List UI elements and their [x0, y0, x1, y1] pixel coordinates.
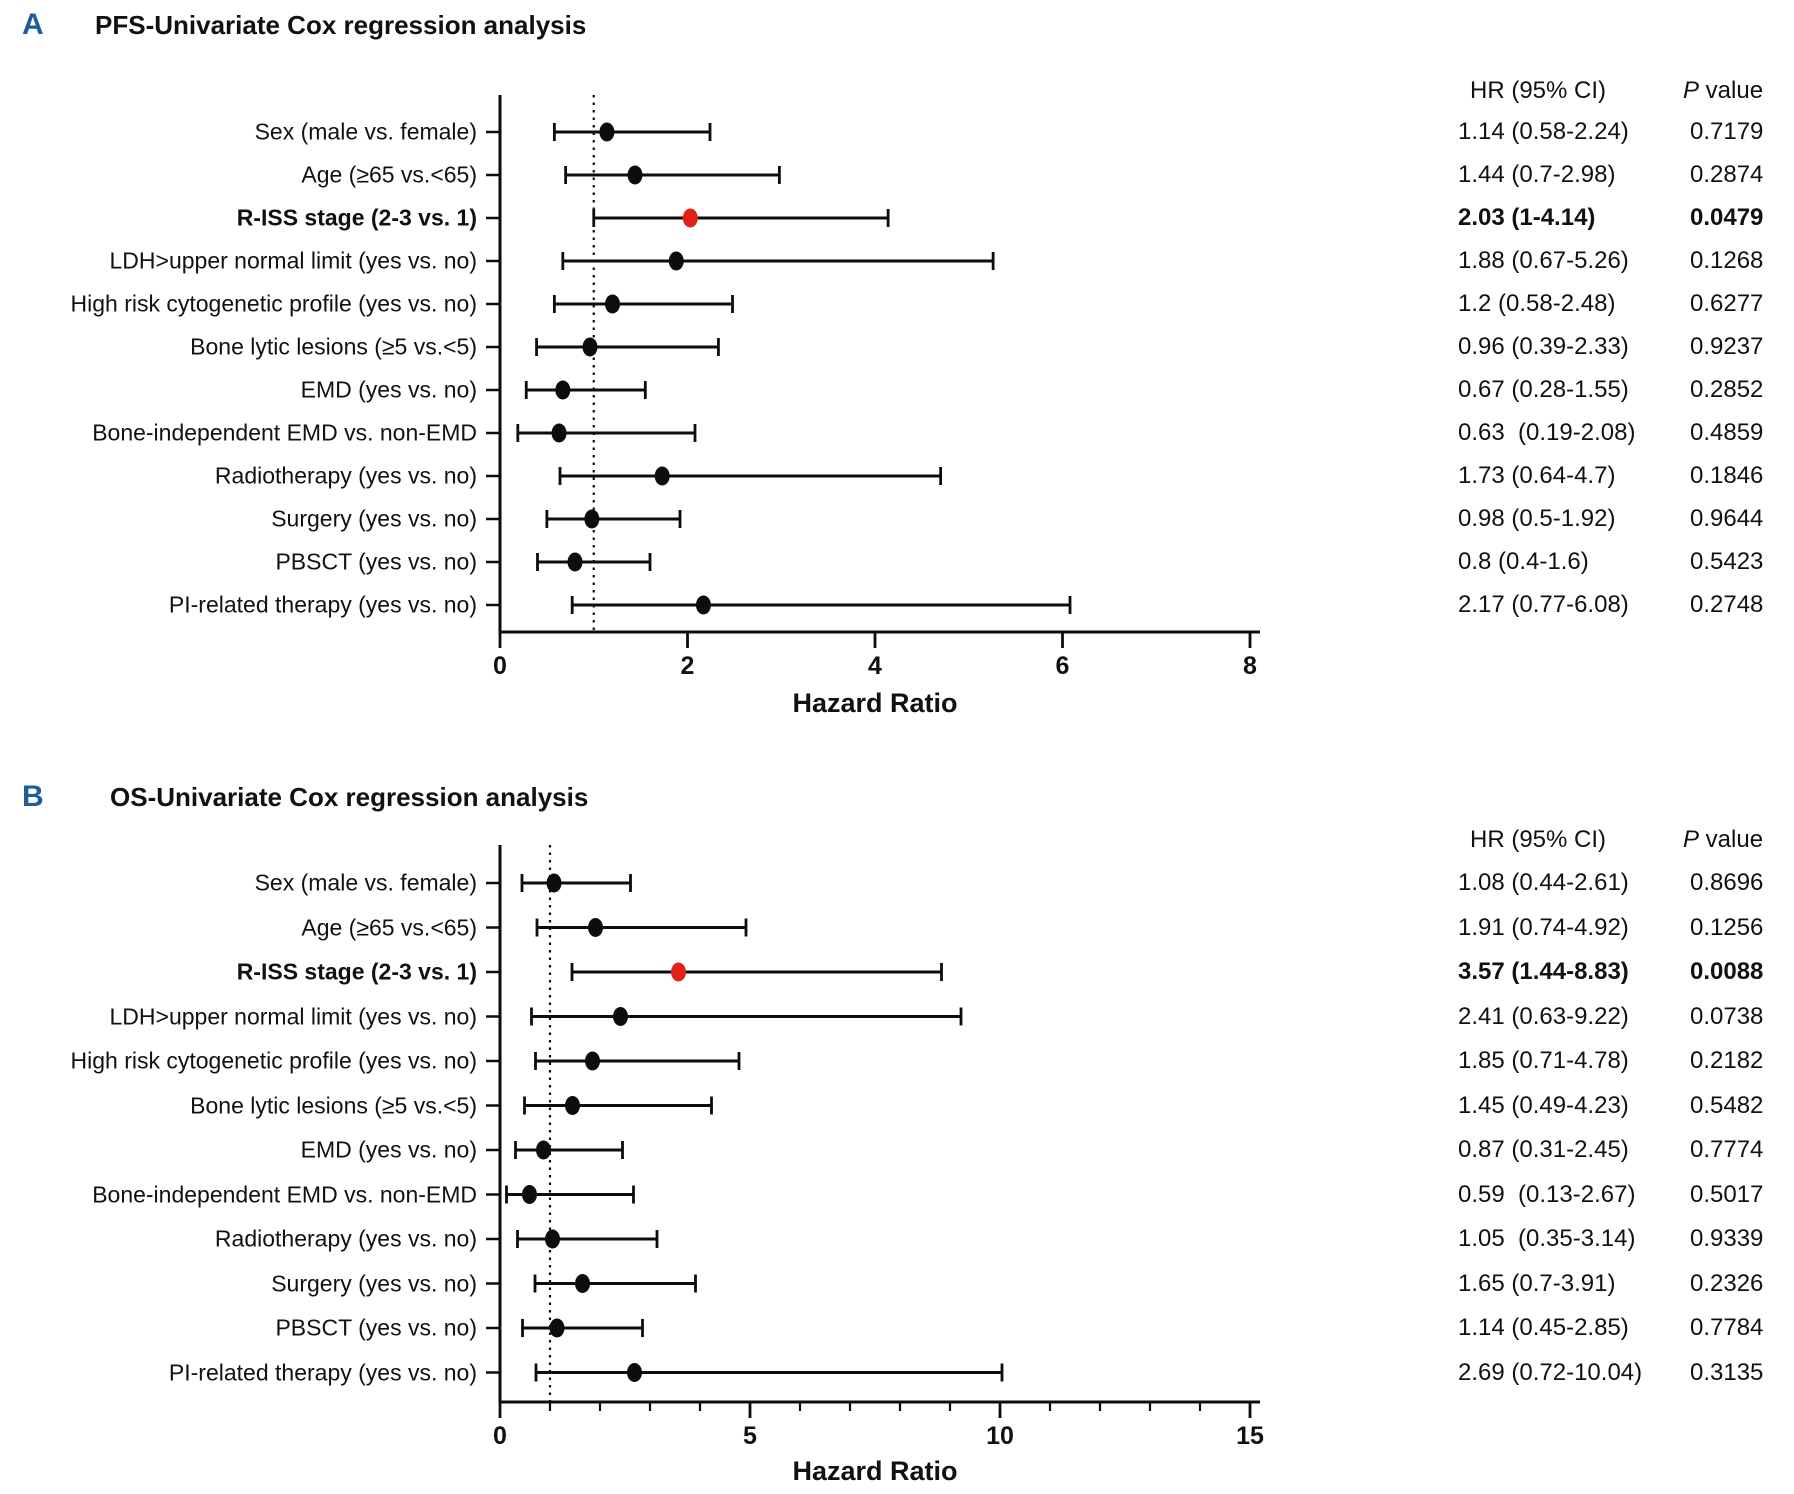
- panel-a-hr-marker: [628, 166, 643, 185]
- panel-b-x-tick-label: 0: [493, 1422, 507, 1450]
- panel-a-hr-column-header: HR (95% CI): [1470, 77, 1607, 104]
- panel-a-p-value: 0.2852: [1690, 376, 1764, 403]
- panel-b-p-value: 0.7784: [1690, 1314, 1764, 1341]
- panel-b-hr-marker: [588, 918, 603, 937]
- panel-b-row-label: PI-related therapy (yes vs. no): [168, 1359, 477, 1385]
- panel-b-hr-value: 0.87 (0.31-2.45): [1458, 1136, 1629, 1163]
- panel-b-p-value: 0.8696: [1690, 869, 1764, 896]
- panel-b-p-value: 0.2182: [1690, 1047, 1764, 1074]
- panel-a-hr-value: 1.44 (0.7-2.98): [1458, 161, 1616, 188]
- panel-b-hr-marker: [565, 1096, 580, 1115]
- panel-b-row-label: EMD (yes vs. no): [300, 1136, 477, 1163]
- panel-a-hr-value: 0.98 (0.5-1.92): [1458, 505, 1616, 532]
- panel-a-p-value: 0.4859: [1690, 419, 1764, 446]
- panel-a-hr-marker: [583, 338, 598, 357]
- panel-a-title: PFS-Univariate Cox regression analysis: [95, 10, 587, 40]
- panel-b-hr-marker: [522, 1185, 537, 1204]
- panel-b-p-value: 0.5017: [1690, 1180, 1764, 1208]
- panel-a-p-column-header: [1683, 77, 1763, 105]
- panel-a-p-value: 0.1268: [1690, 247, 1764, 274]
- panel-a-p-value: 0.2748: [1690, 591, 1764, 618]
- panel-b-hr-value: 1.91 (0.74-4.92): [1458, 913, 1629, 941]
- panel-a-hr-value: 1.14 (0.58-2.24): [1458, 118, 1629, 145]
- panel-a-row-label: Surgery (yes vs. no): [271, 505, 477, 532]
- panel-b-p-column-header: [1683, 826, 1763, 854]
- panel-b-row-label: Surgery (yes vs. no): [271, 1270, 477, 1296]
- panel-a-row-label: Sex (male vs. female): [254, 118, 477, 145]
- panel-a-hr-value: 1.88 (0.67-5.26): [1458, 247, 1629, 274]
- panel-b-hr-marker: [545, 1230, 560, 1249]
- panel-a-hr-marker: [696, 596, 711, 615]
- panel-b-row-label: High risk cytogenetic profile (yes vs. no): [70, 1047, 477, 1074]
- panel-a-row-label: High risk cytogenetic profile (yes vs. no): [70, 290, 477, 317]
- panel-b-hr-marker: [536, 1141, 551, 1160]
- panel-a-p-value: 0.9237: [1690, 333, 1764, 360]
- panel-a-row-label: R-ISS stage (2-3 vs. 1): [236, 204, 477, 231]
- panel-a-x-tick-label: 4: [868, 652, 882, 680]
- panel-a-hr-marker: [568, 553, 583, 572]
- panel-a-row-label: Bone-independent EMD vs. non-EMD: [92, 419, 477, 446]
- panel-a-hr-value: 2.03 (1-4.14): [1458, 204, 1596, 231]
- panel-a-p-value: 0.9644: [1690, 505, 1764, 532]
- panel-b-p-value: 0.0088: [1690, 958, 1764, 985]
- panel-a-hr-marker: [584, 510, 599, 529]
- panel-a-hr-value: 0.8 (0.4-1.6): [1458, 548, 1589, 575]
- panel-b-hr-value: 1.45 (0.49-4.23): [1458, 1091, 1629, 1119]
- panel-a-p-value: 0.7179: [1690, 118, 1764, 145]
- panel-a-row-label: LDH>upper normal limit (yes vs. no): [109, 247, 477, 274]
- panel-a-letter: A: [22, 8, 44, 41]
- panel-b-row-label: Age (≥65 vs.<65): [301, 914, 477, 940]
- panel-a-p-value: 0.1846: [1690, 462, 1764, 489]
- panel-a-row-label: PBSCT (yes vs. no): [275, 548, 477, 575]
- panel-b-p-value: 0.5482: [1690, 1091, 1764, 1119]
- panel-b-title: OS-Univariate Cox regression analysis: [110, 782, 589, 812]
- panel-b-hr-column-header: HR (95% CI): [1470, 826, 1607, 853]
- panel-b-hr-value: 2.69 (0.72-10.04): [1458, 1358, 1643, 1386]
- panel-a-hr-marker: [683, 209, 698, 228]
- panel-a-hr-marker: [669, 252, 684, 271]
- panel-a-hr-marker: [555, 381, 570, 400]
- panel-b-row-label: LDH>upper normal limit (yes vs. no): [109, 1003, 477, 1029]
- panel-b-row-label: PBSCT (yes vs. no): [275, 1314, 477, 1341]
- panel-a-x-tick-label: 8: [1243, 652, 1257, 680]
- panel-b-hr-value: 3.57 (1.44-8.83): [1458, 958, 1629, 985]
- panel-a-hr-marker: [599, 123, 614, 142]
- panel-a-p-value: 0.5423: [1690, 548, 1764, 575]
- panel-b-hr-value: 1.85 (0.71-4.78): [1458, 1047, 1629, 1074]
- panel-b-p-value: 0.0738: [1690, 1002, 1764, 1030]
- panel-a-p-rest: value: [1699, 77, 1764, 104]
- panel-b-p-value: 0.1256: [1690, 913, 1764, 941]
- panel-a-row-label: EMD (yes vs. no): [300, 376, 477, 403]
- panel-b-hr-value: 1.05 (0.35-3.14): [1458, 1225, 1636, 1252]
- panel-b-hr-value: 1.14 (0.45-2.85): [1458, 1314, 1629, 1341]
- panel-b-hr-value: 0.59 (0.13-2.67): [1458, 1180, 1636, 1208]
- panel-b-p-italic: P: [1683, 826, 1700, 853]
- panel-a-x-tick-label: 0: [493, 652, 507, 680]
- panel-b-x-tick-label: 15: [1236, 1422, 1264, 1450]
- panel-b-hr-marker: [547, 874, 562, 893]
- panel-b-x-axis-title: Hazard Ratio: [792, 1456, 958, 1486]
- panel-b-hr-marker: [627, 1363, 642, 1382]
- panel-a-hr-value: 1.73 (0.64-4.7): [1458, 462, 1616, 489]
- panel-b-p-rest: value: [1699, 826, 1764, 853]
- panel-a-p-italic: P: [1683, 77, 1700, 104]
- panel-b-hr-marker: [575, 1274, 590, 1293]
- panel-b-hr-value: 1.08 (0.44-2.61): [1458, 869, 1629, 896]
- panel-b-hr-value: 1.65 (0.7-3.91): [1458, 1269, 1616, 1297]
- panel-a-hr-value: 0.63 (0.19-2.08): [1458, 419, 1636, 446]
- panel-a-row-label: Bone lytic lesions (≥5 vs.<5): [190, 333, 477, 360]
- panel-a-row-label: Radiotherapy (yes vs. no): [214, 462, 477, 489]
- panel-b-hr-marker: [550, 1319, 565, 1338]
- panel-a-x-tick-label: 6: [1055, 652, 1070, 680]
- panel-b-p-value: 0.7774: [1690, 1136, 1764, 1163]
- panel-a-row-label: Age (≥65 vs.<65): [301, 161, 477, 188]
- panel-b-row-label: Radiotherapy (yes vs. no): [214, 1225, 477, 1252]
- panel-b-row-label: Bone lytic lesions (≥5 vs.<5): [190, 1092, 477, 1118]
- panel-a-p-value: 0.2874: [1690, 161, 1764, 188]
- panel-b-p-value: 0.2326: [1690, 1269, 1764, 1297]
- panel-b-hr-marker: [585, 1052, 600, 1071]
- panel-b-row-label: Sex (male vs. female): [254, 869, 477, 896]
- panel-b-p-value: 0.9339: [1690, 1225, 1764, 1252]
- panel-b-x-tick-label: 5: [743, 1422, 757, 1450]
- panel-b-x-tick-label: 10: [986, 1422, 1014, 1450]
- panel-a-hr-value: 2.17 (0.77-6.08): [1458, 591, 1629, 618]
- panel-a-x-axis-title: Hazard Ratio: [792, 688, 958, 718]
- panel-a-x-tick-label: 2: [680, 652, 695, 680]
- panel-a-p-value: 0.6277: [1690, 290, 1764, 317]
- panel-a-row-label: PI-related therapy (yes vs. no): [168, 591, 477, 618]
- panel-a-hr-marker: [605, 295, 620, 314]
- panel-b-p-value: 0.3135: [1690, 1358, 1764, 1386]
- panel-a-p-value: 0.0479: [1690, 204, 1764, 231]
- panel-a-hr-value: 0.96 (0.39-2.33): [1458, 333, 1629, 360]
- panel-b-hr-marker: [671, 963, 686, 982]
- panel-b-hr-value: 2.41 (0.63-9.22): [1458, 1002, 1629, 1030]
- panel-b-row-label: R-ISS stage (2-3 vs. 1): [236, 958, 477, 985]
- panel-a-hr-marker: [552, 424, 567, 443]
- panel-b-letter: B: [22, 780, 44, 813]
- panel-b-hr-marker: [613, 1007, 628, 1026]
- panel-a-hr-value: 0.67 (0.28-1.55): [1458, 376, 1629, 403]
- panel-b-row-label: Bone-independent EMD vs. non-EMD: [92, 1181, 477, 1207]
- panel-a-hr-value: 1.2 (0.58-2.48): [1458, 290, 1616, 317]
- panel-a-hr-marker: [655, 467, 670, 486]
